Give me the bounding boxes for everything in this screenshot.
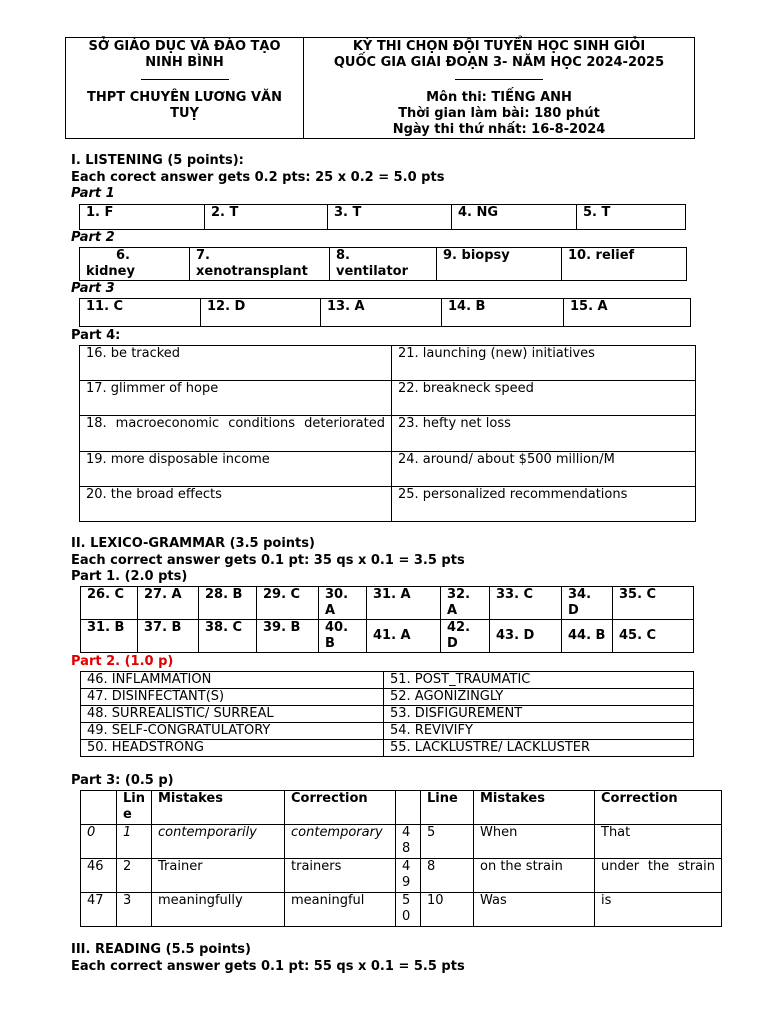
answer-number: 6. [116, 248, 130, 263]
table-cell: 46 [81, 859, 117, 893]
answer-cell: 2. T [205, 205, 328, 230]
column-header: Mistakes [474, 791, 595, 825]
column-header: Mistakes [152, 791, 285, 825]
lexico-part2-answers [80, 671, 694, 757]
table-cell: When [474, 825, 595, 859]
answer-cell: 17. glimmer of hope [80, 381, 392, 416]
divider [141, 79, 229, 80]
answer-cell: 15. A [564, 299, 691, 327]
answer-cell [562, 248, 687, 281]
table-cell: Was [474, 893, 595, 927]
answer-cell [190, 248, 330, 281]
answer-cell: 43. D [490, 620, 562, 653]
error-correction-table [80, 790, 722, 927]
answer-cell: 25. personalized recommendations [392, 487, 696, 522]
subject: Môn thi: TIẾNG ANH [426, 90, 572, 105]
part1-answers [79, 204, 686, 230]
table-cell: is [595, 893, 722, 927]
answer-cell: 19. more disposable income [80, 452, 392, 487]
column-header: Correction [285, 791, 396, 825]
answer-cell: 21. launching (new) initiatives [392, 346, 696, 381]
answer-cell: 53. DISFIGUREMENT [384, 706, 694, 723]
answer-cell: 11. C [80, 299, 201, 327]
answer-cell: 45. C [613, 620, 694, 653]
table-cell: 49 [396, 859, 421, 893]
exam-date: Ngày thi thứ nhất: 16-8-2024 [392, 122, 606, 137]
answer-cell: 18. macroeconomic conditions deteriorated [80, 416, 392, 452]
answer-cell: 41. A [367, 620, 441, 653]
answer-cell: 30. A [319, 587, 367, 620]
table-cell: contemporary [285, 825, 396, 859]
part1-label: Part 1 [71, 186, 115, 201]
answer-cell: 14. B [442, 299, 564, 327]
answer-cell: 40. B [319, 620, 367, 653]
table-cell: on the strain [474, 859, 595, 893]
reading-title: III. READING (5.5 points) [71, 942, 251, 957]
table-cell: Trainer [152, 859, 285, 893]
answer-cell: 42. D [441, 620, 490, 653]
answer-word: xenotransplant [196, 264, 308, 279]
answer-number: 7. [196, 248, 210, 263]
exam-title-cont: QUỐC GIA GIAI ĐOẠN 3- NĂM HỌC 2024-2025 [333, 55, 665, 70]
table-cell: 2 [117, 859, 152, 893]
answer-cell: 3. T [328, 205, 452, 230]
table-cell: meaningful [285, 893, 396, 927]
table-cell: 50 [396, 893, 421, 927]
department-name: SỞ GIÁO DỤC VÀ ĐÀO TẠO [88, 39, 281, 54]
answer-cell: 31. B [81, 620, 138, 653]
table-cell: 10 [421, 893, 474, 927]
answer-cell [437, 248, 562, 281]
answer-cell: 39. B [257, 620, 319, 653]
column-header [396, 791, 421, 825]
answer-cell: 32. A [441, 587, 490, 620]
table-cell: 3 [117, 893, 152, 927]
answer-number: 9. biopsy [443, 248, 510, 263]
answer-cell: 20. the broad effects [80, 487, 392, 522]
answer-cell: 52. AGONIZINGLY [384, 689, 694, 706]
table-row [81, 859, 722, 893]
answer-cell: 54. REVIVIFY [384, 723, 694, 740]
lexico-part1-answers [80, 586, 694, 653]
listening-title: I. LISTENING (5 points): [71, 153, 244, 168]
answer-cell: 28. B [199, 587, 257, 620]
lexico-part1-label: Part 1. (2.0 pts) [71, 569, 188, 584]
answer-cell: 27. A [138, 587, 199, 620]
answer-cell: 22. breakneck speed [392, 381, 696, 416]
answer-number: 8. [336, 248, 350, 263]
part2-answers [79, 247, 687, 281]
header-table [65, 37, 695, 139]
answer-cell: 38. C [199, 620, 257, 653]
table-cell: 47 [81, 893, 117, 927]
answer-word: ventilator [336, 264, 409, 279]
school-name: THPT CHUYÊN LƯƠNG VĂN [87, 90, 282, 105]
province-name: NINH BÌNH [145, 55, 224, 70]
answer-cell: 23. hefty net loss [392, 416, 696, 452]
answer-cell: 4. NG [452, 205, 577, 230]
answer-cell: 49. SELF-CONGRATULATORY [81, 723, 384, 740]
column-header: Correction [595, 791, 722, 825]
answer-cell: 37. B [138, 620, 199, 653]
table-cell: 5 [421, 825, 474, 859]
answer-cell: 51. POST_TRAUMATIC [384, 672, 694, 689]
table-cell: trainers [285, 859, 396, 893]
answer-number: 10. relief [568, 248, 635, 263]
reading-scoring: Each correct answer gets 0.1 pt: 55 qs x 0.1 = 5.5 pts [71, 959, 465, 974]
part4-answers [79, 345, 696, 522]
column-header [81, 791, 117, 825]
part3-label: Part 3 [71, 281, 115, 296]
lexico-part3-label: Part 3: (0.5 p) [71, 773, 174, 788]
answer-cell: 50. HEADSTRONG [81, 740, 384, 757]
part2-label: Part 2 [71, 230, 115, 245]
table-row [81, 893, 722, 927]
table-cell: contemporarily [152, 825, 285, 859]
answer-cell: 5. T [577, 205, 686, 230]
answer-cell: 47. DISINFECTANT(S) [81, 689, 384, 706]
divider [455, 79, 543, 80]
part3-answers [79, 298, 691, 327]
table-cell: That [595, 825, 722, 859]
answer-cell: 24. around/ about $500 million/M [392, 452, 696, 487]
duration: Thời gian làm bài: 180 phút [398, 106, 600, 121]
answer-cell: 44. B [562, 620, 613, 653]
table-row [81, 825, 722, 859]
answer-cell: 31. A [367, 587, 441, 620]
table-cell: under the strain [595, 859, 722, 893]
table-cell: 1 [117, 825, 152, 859]
answer-cell: 1. F [80, 205, 205, 230]
part4-label: Part 4: [71, 328, 121, 343]
listening-scoring: Each corect answer gets 0.2 pts: 25 x 0.2 = 5.0 pts [71, 170, 445, 185]
answer-cell: 12. D [201, 299, 321, 327]
table-cell: 0 [81, 825, 117, 859]
answer-word: kidney [86, 264, 135, 279]
answer-cell: 26. C [81, 587, 138, 620]
answer-cell: 16. be tracked [80, 346, 392, 381]
header-right-cell [304, 38, 695, 139]
table-cell: 48 [396, 825, 421, 859]
answer-cell: 13. A [321, 299, 442, 327]
lexico-scoring: Each correct answer gets 0.1 pt: 35 qs x 0.1 = 3.5 pts [71, 553, 465, 568]
answer-cell: 48. SURREALISTIC/ SURREAL [81, 706, 384, 723]
column-header: Line [117, 791, 152, 825]
answer-cell: 55. LACKLUSTRE/ LACKLUSTER [384, 740, 694, 757]
answer-cell: 29. C [257, 587, 319, 620]
answer-cell: 35. C [613, 587, 694, 620]
table-cell: 8 [421, 859, 474, 893]
school-name-cont: TUỴ [170, 106, 199, 121]
answer-cell [80, 248, 190, 281]
answer-cell: 33. C [490, 587, 562, 620]
header-left-cell [66, 38, 304, 139]
exam-title: KỲ THI CHỌN ĐỘI TUYỂN HỌC SINH GIỎI [352, 39, 646, 54]
answer-cell [330, 248, 437, 281]
column-header: Line [421, 791, 474, 825]
lexico-part2-label: Part 2. (1.0 p) [71, 654, 174, 669]
answer-cell: 34. D [562, 587, 613, 620]
lexico-title: II. LEXICO-GRAMMAR (3.5 points) [71, 536, 315, 551]
table-header-row [81, 791, 722, 825]
table-cell: meaningfully [152, 893, 285, 927]
answer-cell: 46. INFLAMMATION [81, 672, 384, 689]
